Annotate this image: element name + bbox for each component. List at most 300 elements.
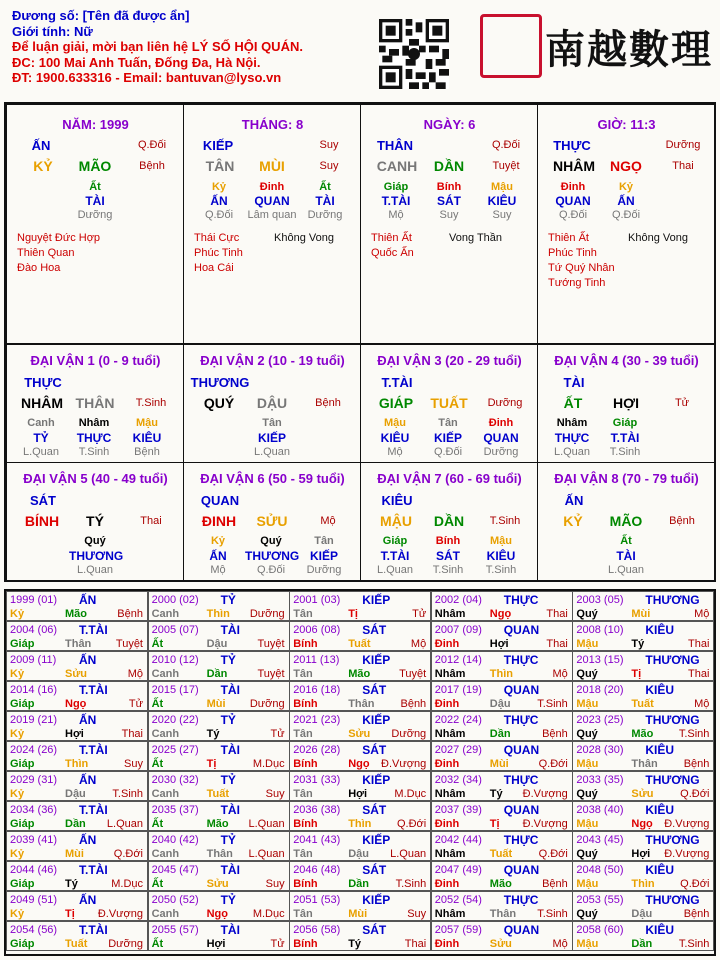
dai-van-hidden-phase: L.Quan xyxy=(553,446,591,458)
hidden-phase: Dưỡng xyxy=(77,209,113,221)
dai-van-hidden-god: KIÊU xyxy=(486,549,516,563)
dai-van-hidden-stem: Bính xyxy=(435,535,461,547)
year-branch: Tuất xyxy=(631,698,654,710)
year-branch: Thìn xyxy=(206,608,230,620)
year-cell xyxy=(6,741,148,771)
dai-van-stem: ĐINH xyxy=(201,513,237,529)
dai-van-phase: Bệnh xyxy=(669,515,695,527)
dai-van-hidden-phase: Mộ xyxy=(387,446,403,458)
year-stem: Tân xyxy=(293,848,313,860)
year-stem: Quý xyxy=(576,668,598,680)
year-god: KIÊU xyxy=(645,923,675,937)
year-stem: Quý xyxy=(576,848,598,860)
year-stem: Quý xyxy=(576,728,598,740)
year-label: 2053 (55) xyxy=(576,894,624,906)
dai-van-hidden-god: KIÊU xyxy=(132,431,162,445)
year-god: THỰC xyxy=(503,773,539,787)
year-cell xyxy=(572,771,714,801)
year-cell xyxy=(431,741,573,771)
year-stem: Ất xyxy=(151,698,164,710)
dai-van-title: ĐẠI VẬN 2 (10 - 19 tuổi) xyxy=(200,353,345,368)
hidden-stem: Mậu xyxy=(491,181,513,193)
year-branch: Tý xyxy=(489,788,503,800)
year-stem: Canh xyxy=(151,788,180,800)
year-label: 2043 (45) xyxy=(576,834,624,846)
dai-van-hidden-stem: Mậu xyxy=(490,535,512,547)
year-god: TỶ xyxy=(220,593,236,607)
pillar-phase-top: Dưỡng xyxy=(665,139,701,151)
year-god: SÁT xyxy=(362,683,387,697)
dai-van-god: T.TÀI xyxy=(381,375,413,390)
year-stem: Bính xyxy=(293,938,318,950)
year-branch: Sửu xyxy=(206,878,229,890)
year-branch: Thìn xyxy=(631,878,655,890)
year-label: 2007 (09) xyxy=(434,624,482,636)
year-stem: Mậu xyxy=(576,638,599,650)
dai-van-hidden-phase: L.Quan xyxy=(76,564,114,576)
year-stem: Ất xyxy=(151,638,164,650)
year-label: 2002 (04) xyxy=(434,594,482,606)
year-label: 2020 (22) xyxy=(151,714,199,726)
year-god: T.TÀI xyxy=(79,923,108,937)
year-phase: Dưỡng xyxy=(108,938,143,950)
year-phase: Thai xyxy=(687,638,710,650)
hidden-phase: Suy xyxy=(439,209,459,221)
year-label: 2022 (24) xyxy=(434,714,482,726)
year-branch: Hợi xyxy=(489,638,509,650)
year-branch: Tuất xyxy=(206,788,229,800)
year-cell xyxy=(431,771,573,801)
year-god: THƯƠNG xyxy=(645,653,700,667)
dai-van-hidden-stem: Nhâm xyxy=(78,417,110,429)
year-cell xyxy=(289,741,431,771)
year-phase: Bệnh xyxy=(683,758,710,770)
dai-van-stem: QUÝ xyxy=(203,395,235,411)
year-god: TÀI xyxy=(220,683,240,697)
year-cell xyxy=(289,651,431,681)
dai-van-hidden-stem: Mậu xyxy=(384,417,406,429)
year-god: TỶ xyxy=(220,713,236,727)
year-cell xyxy=(148,741,290,771)
year-stem: Giáp xyxy=(10,938,35,950)
year-phase: Tuyệt xyxy=(257,668,285,680)
year-label: 2026 (28) xyxy=(293,744,341,756)
dai-van-stem: GIÁP xyxy=(378,395,414,411)
dai-van-god: SÁT xyxy=(30,493,56,508)
year-label: 2036 (38) xyxy=(293,804,341,816)
year-god: TÀI xyxy=(220,803,240,817)
year-branch: Thân xyxy=(631,758,658,770)
dai-van-cell xyxy=(360,462,538,582)
year-cell xyxy=(431,651,573,681)
year-god: KIẾP xyxy=(362,593,391,607)
year-phase: Q.Đới xyxy=(396,818,427,830)
dai-van-cell xyxy=(537,344,715,463)
year-branch: Dần xyxy=(489,728,511,740)
year-branch: Ngọ xyxy=(489,608,512,620)
dai-van-hidden-stem: Quý xyxy=(84,535,106,547)
year-branch: Mùi xyxy=(348,908,368,920)
year-god: KIÊU xyxy=(645,623,675,637)
hidden-god: QUAN xyxy=(254,194,290,208)
year-label: 2049 (51) xyxy=(10,894,58,906)
hidden-phase: Q.Đối xyxy=(558,209,588,221)
pillar-note: Tứ Quý Nhân xyxy=(548,262,615,274)
year-stem: Nhâm xyxy=(434,728,466,740)
hidden-phase: Q.Đối xyxy=(204,209,234,221)
year-cell xyxy=(6,891,148,921)
year-stem: Bính xyxy=(293,878,318,890)
pillar-branch: MÃO xyxy=(78,158,112,174)
hidden-stem: Ất xyxy=(89,181,101,193)
year-branch: Dần xyxy=(631,938,653,950)
year-stem: Mậu xyxy=(576,938,599,950)
year-phase: Bệnh xyxy=(542,878,568,890)
year-phase: T.Sinh xyxy=(537,698,568,710)
pillar-phase-top: Suy xyxy=(319,139,339,151)
year-cell xyxy=(431,801,573,831)
dai-van-branch: TÝ xyxy=(86,513,104,529)
dai-van-god: TÀI xyxy=(563,375,585,390)
year-phase: Tử xyxy=(270,728,285,740)
year-cell xyxy=(572,861,714,891)
year-phase: Tuyệt xyxy=(257,638,285,650)
hidden-stem: Kỷ xyxy=(618,181,634,193)
year-branch: Mão xyxy=(206,818,229,830)
dai-van-hidden-god: T.TÀI xyxy=(380,549,410,563)
dai-van-stem: KỶ xyxy=(563,513,583,529)
year-cell xyxy=(289,681,431,711)
year-god: KIẾP xyxy=(362,653,391,667)
dai-van-hidden-phase: Mộ xyxy=(210,564,226,576)
year-cell xyxy=(289,861,431,891)
dai-van-hidden-god: SÁT xyxy=(436,549,460,563)
hidden-god: SÁT xyxy=(437,194,461,208)
year-cell xyxy=(148,831,290,861)
year-cell xyxy=(6,771,148,801)
pillar-title: THÁNG: 8 xyxy=(241,117,304,132)
year-label: 2047 (49) xyxy=(434,864,482,876)
dai-van-cell xyxy=(360,344,538,463)
year-stem: Kỷ xyxy=(10,608,25,620)
dai-van-title: ĐẠI VẬN 1 (0 - 9 tuổi) xyxy=(30,353,161,368)
year-cell xyxy=(572,621,714,651)
year-branch: Sửu xyxy=(348,728,371,740)
year-branch: Hợi xyxy=(206,938,226,950)
year-branch: Dậu xyxy=(348,848,369,860)
year-phase: Mộ xyxy=(410,638,427,650)
year-phase: Thai xyxy=(687,668,710,680)
dai-van-hidden-god: THỰC xyxy=(554,431,590,445)
year-god: TÀI xyxy=(220,863,240,877)
year-label: 2024 (26) xyxy=(10,744,58,756)
year-cell xyxy=(289,921,431,951)
year-god: QUAN xyxy=(503,683,540,697)
year-branch: Tị xyxy=(65,908,75,920)
year-branch: Ngọ xyxy=(65,698,87,710)
dai-van-cell xyxy=(183,344,361,463)
dai-van-hidden-god: KIÊU xyxy=(380,431,410,445)
yearly-table xyxy=(4,589,716,956)
year-cell xyxy=(572,651,714,681)
dai-van-hidden-phase: T.Sinh xyxy=(485,564,517,576)
year-god: SÁT xyxy=(362,623,387,637)
year-phase: Đ.Vượng xyxy=(97,908,143,920)
year-branch: Tuất xyxy=(348,638,371,650)
year-label: 2023 (25) xyxy=(576,714,624,726)
year-label: 2027 (29) xyxy=(434,744,482,756)
year-phase: Tử xyxy=(270,938,285,950)
year-label: 2011 (13) xyxy=(293,654,340,666)
pillar-branch: NGỌ xyxy=(610,158,642,174)
year-phase: Mộ xyxy=(127,668,143,680)
contact-line: Để luận giải, mời bạn liên hệ LÝ SỐ HỘI QUÁN. xyxy=(12,39,303,54)
year-phase: M.Dục xyxy=(111,878,143,890)
year-stem: Canh xyxy=(151,728,180,740)
dai-van-hidden-phase: Q.Đối xyxy=(256,564,286,576)
year-god: TÀI xyxy=(220,623,240,637)
year-label: 2046 (48) xyxy=(293,864,341,876)
year-phase: Q.Đới xyxy=(538,848,568,860)
year-label: 2018 (20) xyxy=(576,684,624,696)
year-label: 2017 (19) xyxy=(434,684,482,696)
dai-van-hidden-phase: L.Quan xyxy=(376,564,414,576)
year-branch: Ngọ xyxy=(206,908,228,920)
year-phase: M.Dục xyxy=(252,758,285,770)
year-stem: Ất xyxy=(151,938,164,950)
pillar-stem: CANH xyxy=(376,158,418,174)
year-stem: Bính xyxy=(293,818,318,830)
dai-van-phase: Thai xyxy=(140,515,162,527)
year-phase: Mộ xyxy=(552,668,568,680)
year-stem: Ất xyxy=(151,878,164,890)
year-cell xyxy=(6,861,148,891)
year-branch: Sửu xyxy=(489,938,512,950)
year-cell xyxy=(289,591,431,621)
dai-van-cell xyxy=(6,344,184,463)
year-god: ẤN xyxy=(79,893,97,907)
year-stem: Quý xyxy=(576,788,598,800)
dai-van-hidden-god: T.TÀI xyxy=(610,431,640,445)
dai-van-title: ĐẠI VẬN 5 (40 - 49 tuổi) xyxy=(23,471,168,486)
year-stem: Nhâm xyxy=(434,848,466,860)
year-branch: Sửu xyxy=(631,788,654,800)
year-branch: Thìn xyxy=(489,668,514,680)
dai-van-hidden-phase: L.Quan xyxy=(607,564,645,576)
year-god: KIÊU xyxy=(645,863,675,877)
year-stem: Tân xyxy=(293,788,313,800)
year-phase: M.Dục xyxy=(252,908,285,920)
year-phase: T.Sinh xyxy=(112,788,143,800)
year-phase: Bệnh xyxy=(683,908,710,920)
year-cell xyxy=(289,711,431,741)
pillar-phase-top: Q.Đối xyxy=(491,139,521,151)
year-phase: Suy xyxy=(265,878,285,890)
year-label: 2003 (05) xyxy=(576,594,624,606)
dai-van-stem: ẤT xyxy=(563,395,583,411)
dai-van-hidden-stem: Kỷ xyxy=(210,535,226,547)
year-label: 2029 (31) xyxy=(10,774,58,786)
year-phase: Tuyệt xyxy=(115,638,143,650)
year-phase: Suy xyxy=(407,908,427,920)
year-label: 2058 (60) xyxy=(576,924,624,936)
year-stem: Tân xyxy=(293,728,313,740)
dai-van-stem: MẬU xyxy=(380,513,412,529)
year-cell xyxy=(289,891,431,921)
year-phase: Đ.Vượng xyxy=(664,848,710,860)
dai-van-phase: T.Sinh xyxy=(489,515,521,527)
year-stem: Canh xyxy=(151,908,180,920)
year-god: KIẾP xyxy=(362,893,391,907)
dai-van-god: THỰC xyxy=(24,375,62,390)
year-label: 2050 (52) xyxy=(151,894,199,906)
year-phase: T.Sinh xyxy=(678,728,710,740)
dai-van-title: ĐẠI VẬN 4 (30 - 39 tuổi) xyxy=(554,353,699,368)
year-stem: Kỷ xyxy=(10,728,25,740)
year-god: ẤN xyxy=(79,653,97,667)
hidden-stem: Bính xyxy=(436,181,462,193)
year-phase: Đ.Vượng xyxy=(522,818,568,830)
year-branch: Mão xyxy=(65,608,87,620)
hidden-god: ẤN xyxy=(617,194,635,208)
year-phase: Thai xyxy=(121,728,143,740)
year-god: KIẾP xyxy=(362,713,391,727)
pillar-note-right: Vong Thần xyxy=(449,232,503,244)
year-branch: Hợi xyxy=(348,788,368,800)
year-stem: Quý xyxy=(576,608,598,620)
year-god: QUAN xyxy=(503,803,540,817)
year-label: 2055 (57) xyxy=(151,924,199,936)
pillar-stem: KỶ xyxy=(33,158,53,174)
year-phase: Bệnh xyxy=(117,608,143,620)
year-branch: Hợi xyxy=(65,728,84,740)
pillar-note: Đào Hoa xyxy=(17,262,61,274)
dai-van-hidden-stem: Tân xyxy=(262,417,282,429)
year-god: TỶ xyxy=(220,653,236,667)
hidden-phase: Mộ xyxy=(388,209,404,221)
year-phase: Mộ xyxy=(694,608,710,620)
pillar-stem: NHÂM xyxy=(553,158,595,174)
year-cell xyxy=(289,621,431,651)
year-cell xyxy=(148,621,290,651)
year-branch: Tị xyxy=(348,608,358,620)
dai-van-branch: SỬU xyxy=(256,513,288,529)
dai-van-god: ẤN xyxy=(564,493,584,508)
year-phase: Thai xyxy=(404,938,427,950)
dai-van-hidden-phase: T.Sinh xyxy=(78,446,110,458)
year-phase: Suy xyxy=(265,788,285,800)
pillar-note: Thái Cực xyxy=(194,232,240,244)
dai-van-hidden-stem: Tân xyxy=(438,417,458,429)
year-god: SÁT xyxy=(362,743,387,757)
year-label: 2019 (21) xyxy=(10,714,58,726)
year-god: THỰC xyxy=(503,653,539,667)
owner-line: Đương số: [Tên đã được ẩn] xyxy=(12,8,190,23)
year-stem: Bính xyxy=(293,758,318,770)
year-phase: L.Quan xyxy=(106,818,143,830)
year-branch: Thân xyxy=(206,848,233,860)
year-stem: Nhâm xyxy=(434,668,466,680)
year-stem: Nhâm xyxy=(434,908,466,920)
dai-van-cell xyxy=(6,462,184,582)
year-god: QUAN xyxy=(503,623,540,637)
year-branch: Dậu xyxy=(489,698,511,710)
year-label: 2021 (23) xyxy=(293,714,341,726)
year-stem: Giáp xyxy=(10,878,35,890)
year-stem: Canh xyxy=(151,848,180,860)
year-stem: Đinh xyxy=(434,638,460,650)
year-god: QUAN xyxy=(503,863,540,877)
year-branch: Dậu xyxy=(65,788,86,800)
year-phase: Tử xyxy=(412,608,427,620)
dai-van-stem: NHÂM xyxy=(21,395,63,411)
year-phase: L.Quan xyxy=(248,818,285,830)
year-phase: Q.Đới xyxy=(113,848,143,860)
year-stem: Mậu xyxy=(576,818,599,830)
year-label: 2041 (43) xyxy=(293,834,341,846)
pillar-note-right: Không Vong xyxy=(274,232,334,244)
year-label: 2034 (36) xyxy=(10,804,58,816)
pillar-note: Phúc Tinh xyxy=(548,247,597,259)
year-cell xyxy=(148,891,290,921)
pillar-phase: Tuyệt xyxy=(492,160,520,172)
pillar-phase: Thai xyxy=(672,160,694,172)
year-stem: Quý xyxy=(576,908,598,920)
year-label: 2000 (02) xyxy=(151,594,199,606)
hidden-stem: Đinh xyxy=(560,181,586,193)
year-branch: Sửu xyxy=(65,668,88,680)
year-cell xyxy=(6,711,148,741)
dai-van-hidden-stem: Giáp xyxy=(382,535,408,547)
year-label: 2037 (39) xyxy=(434,804,482,816)
dai-van-hidden-phase: Dưỡng xyxy=(306,564,342,576)
year-label: 2014 (16) xyxy=(10,684,58,696)
dai-van-hidden-god: QUAN xyxy=(483,431,519,445)
dai-van-hidden-phase: L.Quan xyxy=(253,446,291,458)
year-god: KIẾP xyxy=(362,833,391,847)
year-stem: Tân xyxy=(293,608,313,620)
dai-van-hidden-stem: Quý xyxy=(260,535,282,547)
year-god: THƯƠNG xyxy=(645,893,700,907)
dai-van-branch: TUẤT xyxy=(430,395,468,411)
year-cell xyxy=(6,621,148,651)
pillar-phase: Bệnh xyxy=(139,160,165,172)
year-label: 2030 (32) xyxy=(151,774,199,786)
year-branch: Dần xyxy=(65,818,86,830)
year-god: TÀI xyxy=(220,923,240,937)
year-stem: Canh xyxy=(151,608,180,620)
pillar-god-top: THÂN xyxy=(376,138,414,153)
hidden-phase: Lâm quan xyxy=(247,209,297,221)
dai-van-phase: Bệnh xyxy=(315,397,341,409)
hidden-god: KIÊU xyxy=(487,194,517,208)
year-branch: Tý xyxy=(631,638,645,650)
dai-van-hidden-god: THƯƠNG xyxy=(245,549,300,563)
year-god: TỶ xyxy=(220,893,236,907)
year-stem: Giáp xyxy=(10,638,35,650)
year-label: 2040 (42) xyxy=(151,834,199,846)
year-stem: Đinh xyxy=(434,758,460,770)
year-cell xyxy=(148,921,290,951)
year-phase: Đ.Vượng xyxy=(522,788,568,800)
year-branch: Ngọ xyxy=(348,758,370,770)
year-branch: Tuất xyxy=(65,938,88,950)
hidden-phase: Dưỡng xyxy=(307,209,343,221)
year-god: THỰC xyxy=(503,593,539,607)
year-god: TỶ xyxy=(220,773,236,787)
year-label: 2005 (07) xyxy=(151,624,199,636)
dai-van-hidden-stem: Nhâm xyxy=(556,417,588,429)
